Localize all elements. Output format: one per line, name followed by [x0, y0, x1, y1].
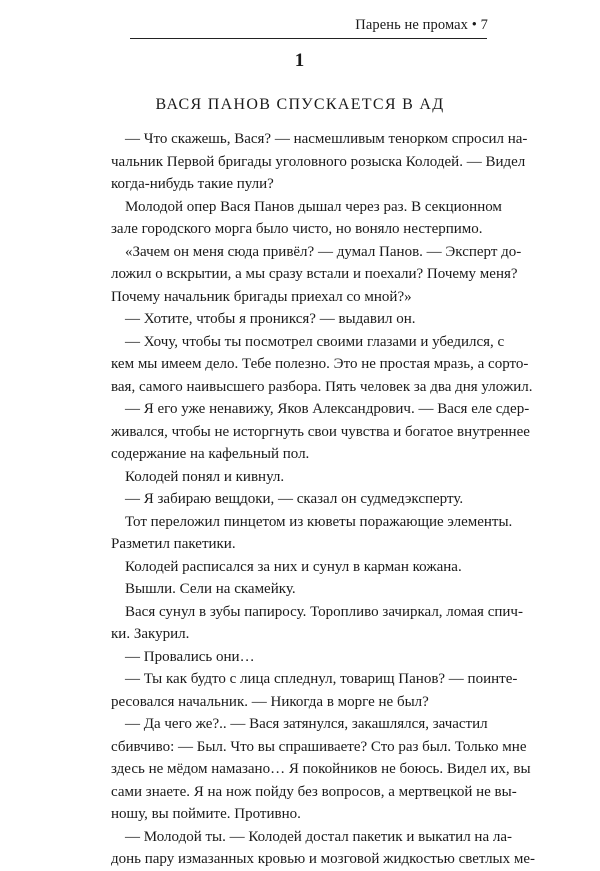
text-line: содержание на кафельный пол. — [111, 446, 310, 462]
text-line: здесь не мёдом намазано… Я покойников не боюсь. Видел их, вы — [111, 761, 531, 777]
text-line: Колодей расписался за них и сунул в карман кожана. — [125, 558, 462, 575]
text-line: сбивчиво: — Был. Что вы спрашиваете? Сто раз был. Только мне — [111, 738, 527, 755]
text-line: — Да чего же?.. — Вася затянулся, закашлялся, зачастил — [125, 716, 488, 732]
text-line: ки. Закурил. — [111, 626, 190, 642]
text-line: — Ты как будто с лица спледнул, товарищ Панов? — поинте- — [125, 671, 518, 687]
running-head: Парень не промах • 7 — [355, 17, 488, 33]
text-line: Колодей понял и кивнул. — [125, 468, 285, 485]
text-line: зале городского морга было чисто, но воняло нестерпимо. — [111, 221, 483, 237]
text-line: Молодой опер Вася Панов дышал через раз. В секционном — [125, 198, 502, 215]
text-line: когда-нибудь такие пули? — [111, 176, 274, 192]
text-line: — Я его уже ненавижу, Яков Александрович. — Вася еле сдер- — [125, 401, 530, 417]
text-line: — Я забираю вещдоки, — сказал он судмедэксперту. — [125, 491, 464, 507]
text-line: — Что скажешь, Вася? — насмешливым тенорком спросил на- — [125, 131, 528, 147]
text-line: живался, чтобы не исторгнуть свои чувства и богатое внутреннее — [111, 423, 530, 440]
body-text — [111, 128, 536, 871]
text-line: Разметил пакетики. — [111, 536, 236, 552]
text-line: Почему начальник бригады приехал со мной?» — [111, 288, 412, 305]
text-line: ношу, вы поймите. Противно. — [111, 806, 301, 822]
text-line: вая, самого наивысшего разбора. Пять человек за два дня уложил. — [111, 378, 533, 395]
chapter-number: 1 — [294, 50, 306, 71]
chapter-title: ВАСЯ ПАНОВ СПУСКАЕТСЯ В АД — [155, 96, 445, 113]
text-line: ложил о вскрытии, а мы сразу встали и поехали? Почему меня? — [111, 266, 518, 282]
text-line: — Провались они… — [125, 648, 255, 665]
text-line: Вася сунул в зубы папиросу. Торопливо зачиркал, ломая спич- — [125, 603, 523, 620]
text-line: Вышли. Сели на скамейку. — [125, 581, 296, 597]
text-line: чальник Первой бригады уголовного розыска Колодей. — Видел — [111, 153, 526, 170]
text-line: донь пару измазанных кровью и мозговой жидкостью светлых ме- — [111, 851, 536, 867]
header-rule — [130, 38, 487, 39]
text-line: — Хотите, чтобы я проникся? — выдавил он. — [125, 311, 416, 327]
text-line: ресовался начальник. — Никогда в морге не был? — [111, 693, 429, 710]
text-line: кем мы имеем дело. Тебе полезно. Это не простая мразь, а сорто- — [111, 356, 529, 372]
text-line: Тот переложил пинцетом из кюветы поражающие элементы. — [125, 513, 513, 530]
text-line: — Хочу, чтобы ты посмотрел своими глазами и убедился, с — [125, 333, 505, 350]
text-line: — Молодой ты. — Колодей достал пакетик и выкатил на ла- — [125, 828, 513, 845]
text-line: «Зачем он меня сюда привёл? — думал Панов. — Эксперт до- — [125, 243, 522, 260]
text-line: сами знаете. Я на нож пойду без вопросов, а мертвецкой не вы- — [111, 783, 517, 800]
